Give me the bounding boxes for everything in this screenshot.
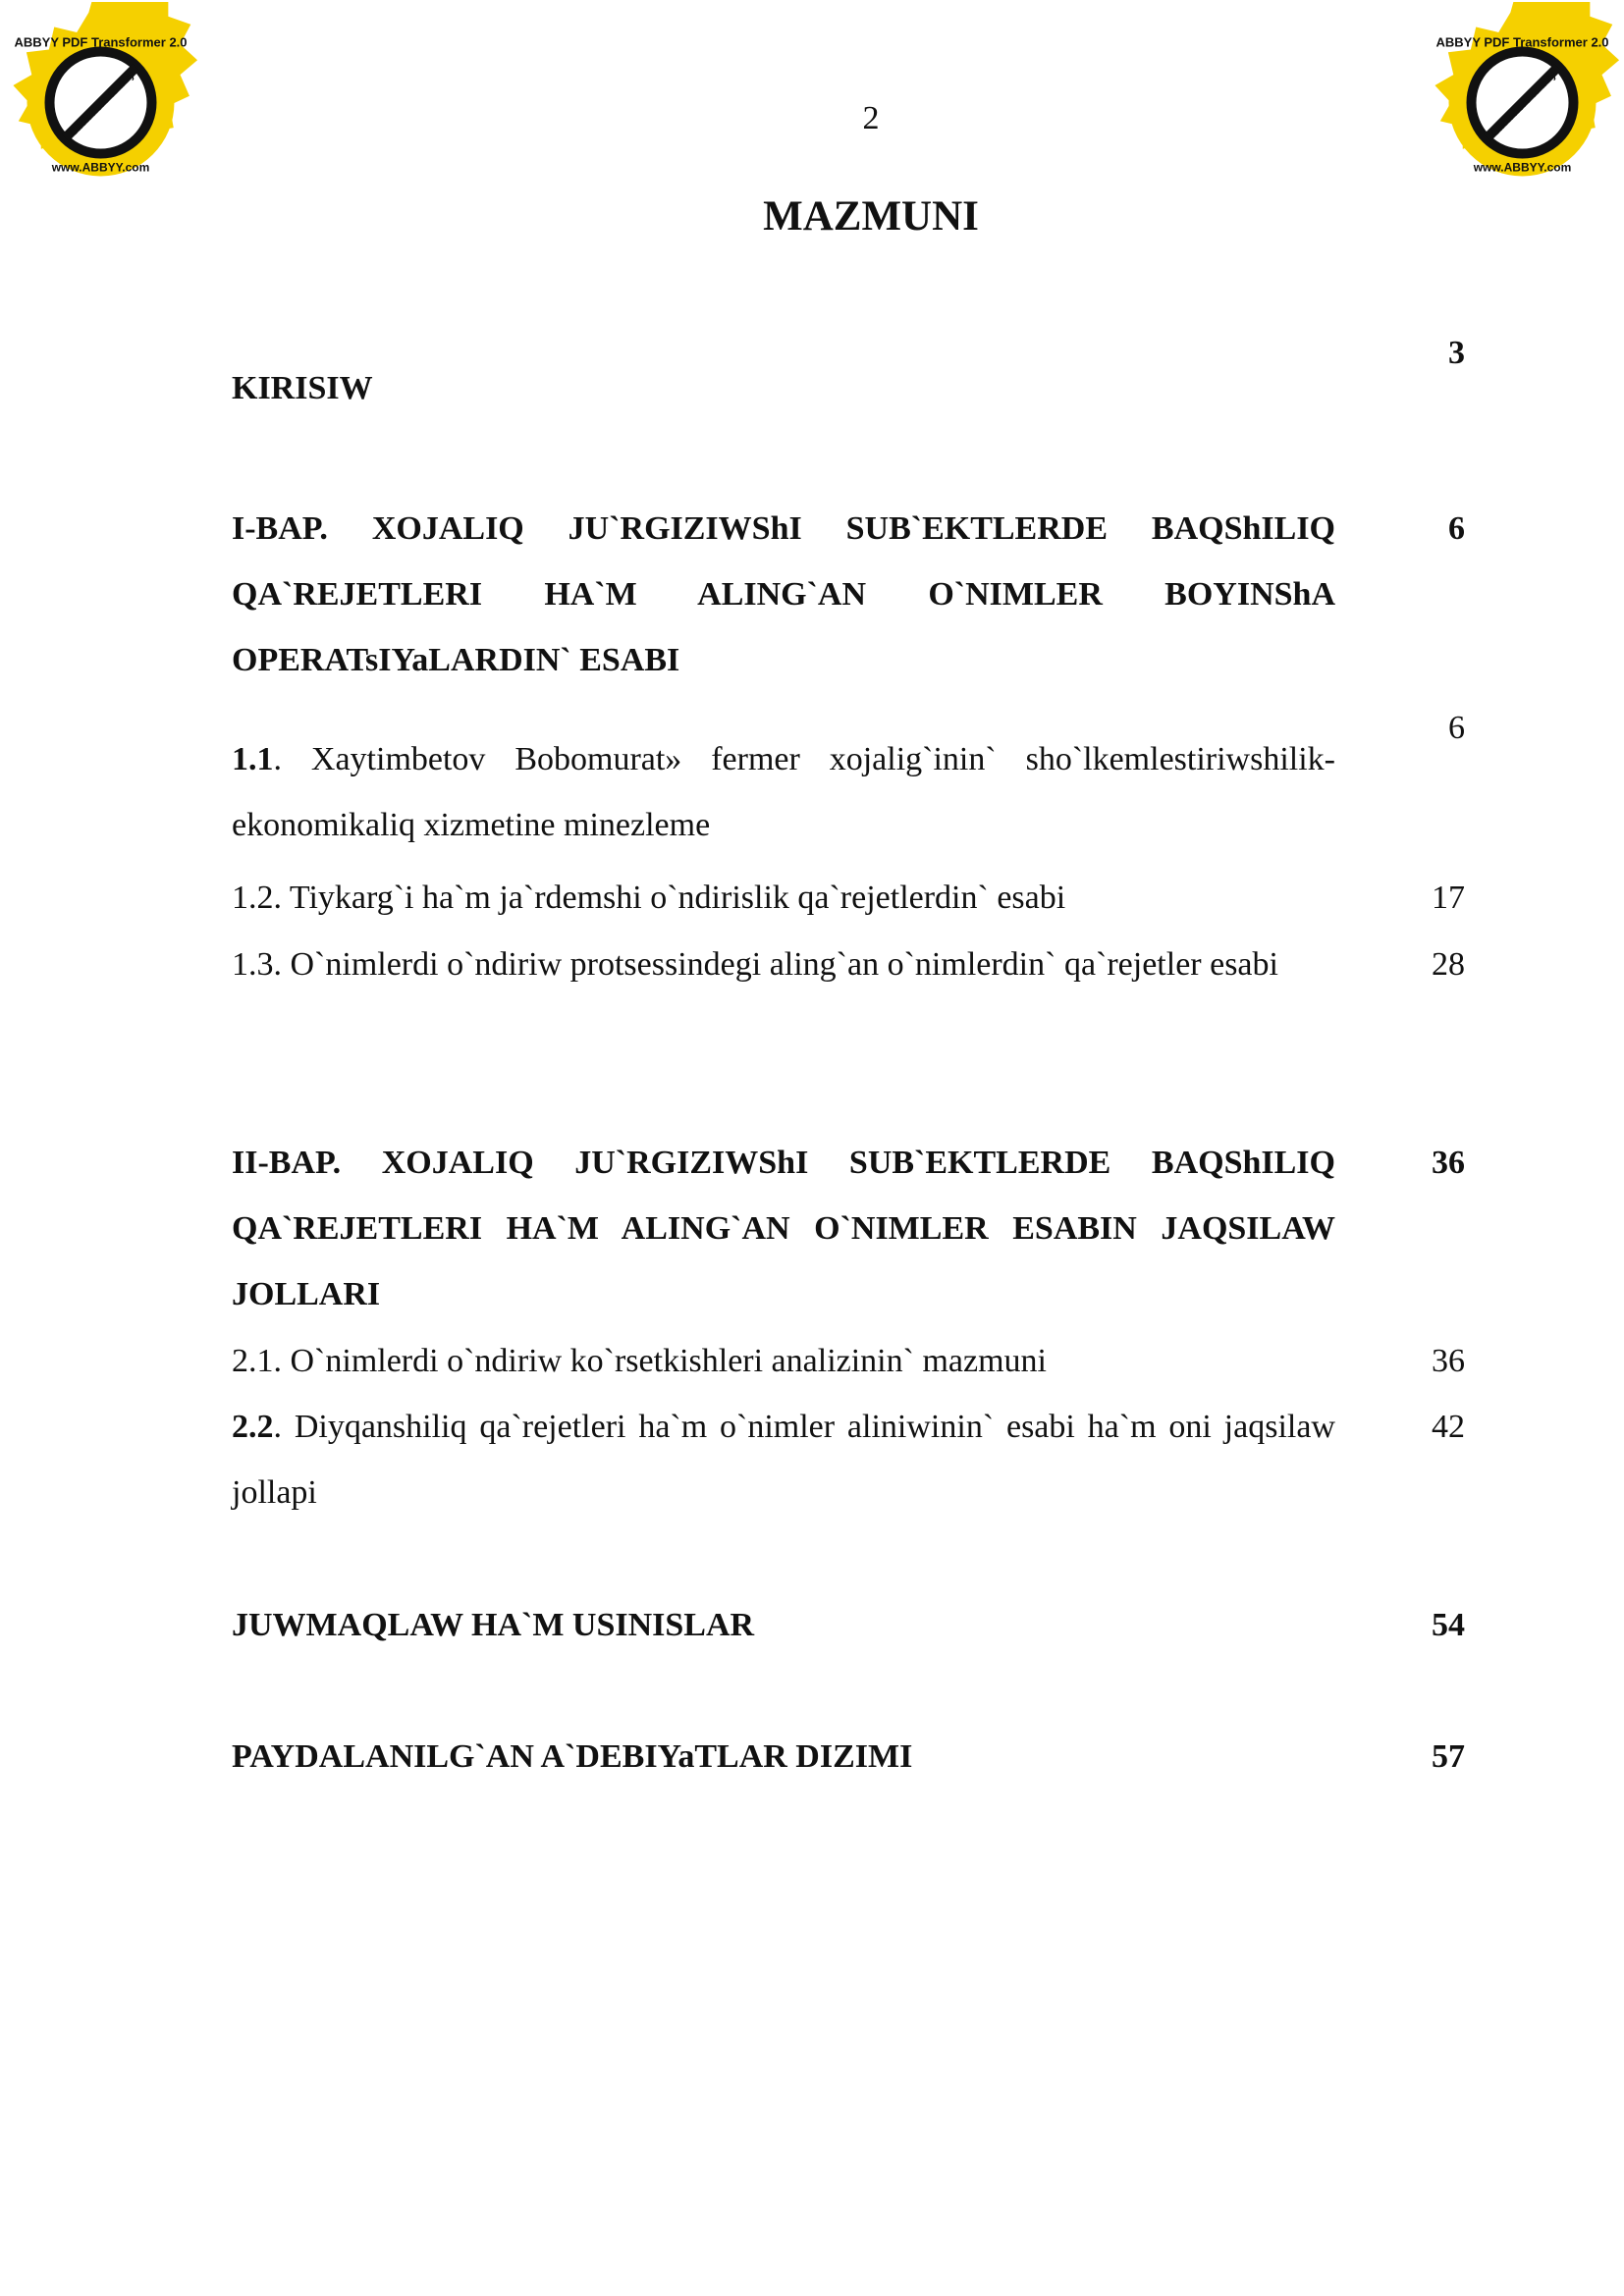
badge-text-top: ABBYY PDF Transformer 2.0 [1435,34,1609,50]
toc-entry-prefix: 2.2 [232,1409,274,1445]
toc-entry-page: 17 [1432,880,1465,916]
toc-entry-label: II-BAP. XOJALIQ JU`RGIZIWShI SUB`EKTLERDE BAQShILIQ QA`REJETLERI HA`M ALING`AN O`NIMLER ESABIN JAQSILAW JOLLARI [232,1145,1335,1312]
toc-entry-label: 1.3. O`nimlerdi o`ndiriw protsessindegi aling`an o`nimlerdin` qa`rejetler esabi [232,946,1278,983]
toc-entry-page: 42 [1432,1409,1465,1445]
toc-entry-label: I-BAP. XOJALIQ JU`RGIZIWShI SUB`EKTLERDE BAQShILIQ QA`REJETLERI HA`M ALING`AN O`NIMLER BOYINShA OPERATsIYaLARDIN` ESABI [232,510,1335,678]
badge-text-bottom: www.ABBYY.com [51,160,150,175]
toc-entry-label: PAYDALANILG`AN A`DEBIYaTLAR DIZIMI [232,1738,913,1775]
toc-entry-label: 1.2. Tiykarg`i ha`m ja`rdemshi o`ndirislik qa`rejetlerdin` esabi [232,880,1066,916]
toc-entry-page: 28 [1432,946,1465,983]
toc-entry-label: JUWMAQLAW HA`M USINISLAR [232,1607,755,1643]
toc-entry-label-rest: . Xaytimbetov Bobomurat» fermer xojalig`inin` sho`lkemlestiriwshilik-ekonomikaliq xizmetine minezleme [232,741,1335,843]
toc-entry-page: 36 [1432,1145,1465,1181]
badge-text-top: ABBYY PDF Transformer 2.0 [14,34,188,50]
toc-entry-page: 6 [1448,710,1465,746]
toc-entry-page: 54 [1432,1607,1465,1643]
page-title: MAZMUNI [763,193,979,240]
toc-entry-label: KIRISIW [232,370,373,406]
toc-entry-label [232,1394,1335,1525]
toc-entry-label-rest: . Diyqanshiliq qa`rejetleri ha`m o`nimler aliniwinin` esabi ha`m oni jaqsilaw jollapi [232,1409,1335,1511]
badge-text-mid: Click here to buy [1489,69,1559,139]
toc-entry-page: 6 [1448,510,1465,547]
toc-entry-page: 3 [1448,335,1465,371]
page-number: 2 [862,100,880,136]
badge-text-bottom: www.ABBYY.com [1473,160,1572,175]
toc-entry-prefix: 1.1 [232,741,274,777]
toc-entry-page: 36 [1432,1343,1465,1379]
toc-entry-label: 2.1. O`nimlerdi o`ndiriw ko`rsetkishleri analizinin` mazmuni [232,1343,1047,1379]
badge-text-mid: Click here to buy [67,69,137,139]
toc-entry-page: 57 [1432,1738,1465,1775]
toc-entry-label [232,726,1335,858]
